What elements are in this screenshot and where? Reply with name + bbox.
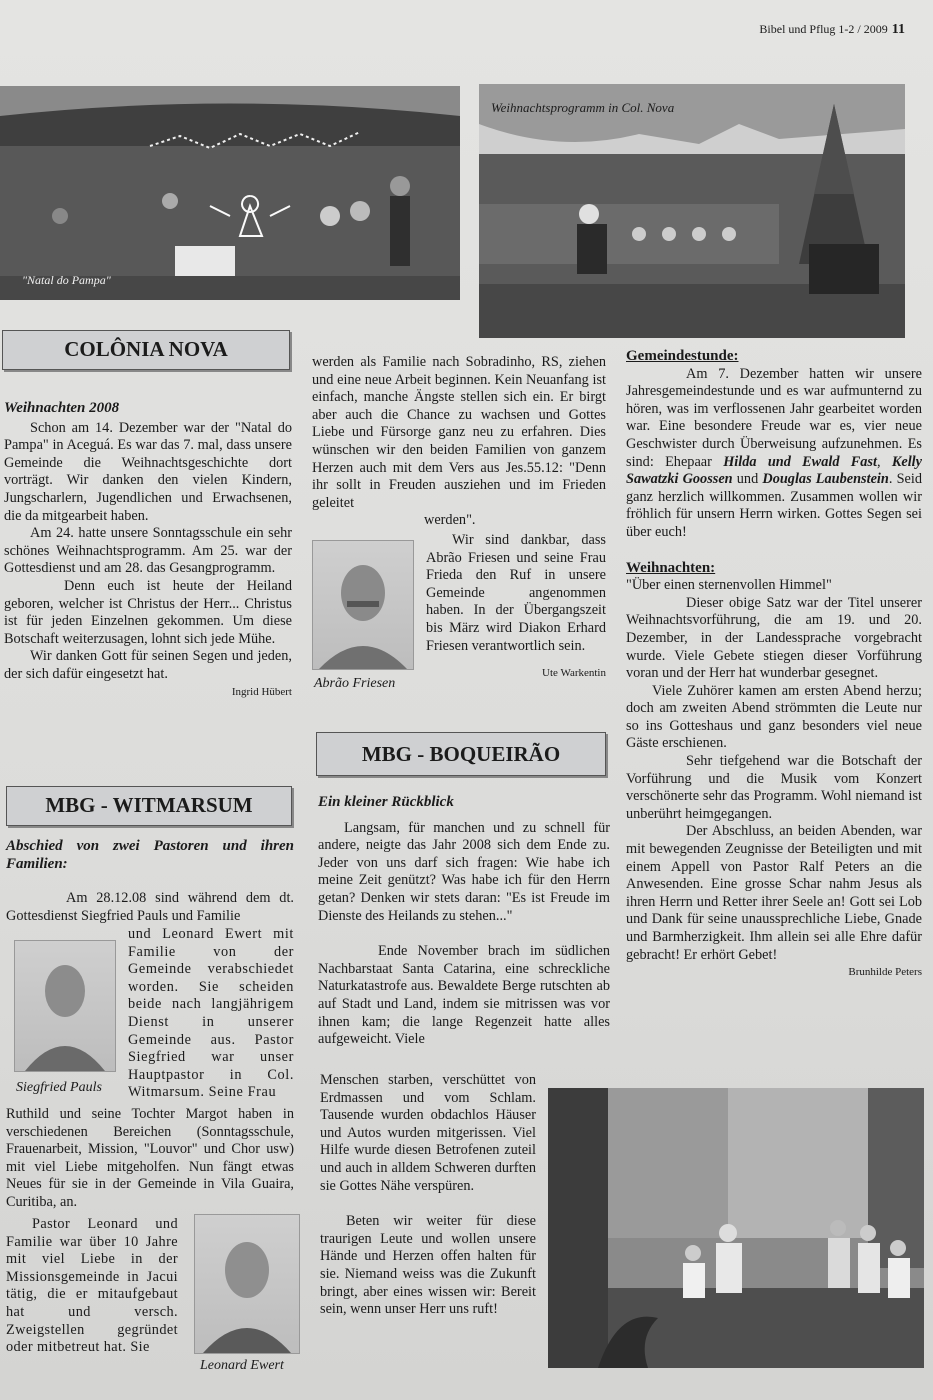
weihnachten-paragraph-3: Sehr tiefgehend war die Botschaft der Vorführung und die Musik vom Konzert verschönerte sehr das Programm. Wohl niemand ist unberührt heimgegangen. bbox=[626, 753, 922, 822]
boqueirao-paragraph-2b: Menschen starben, verschüttet von Erdmassen und vom Schlam. Tausende wurden obdachlos Häuser und Autos wurden mitgerissen. Viel Hilfe wurde diesen Betrofenen zuteil und auch in alldem Schweren durften sie Gottes Nähe verspüren. bbox=[320, 1072, 536, 1194]
names-separator-1: , bbox=[876, 453, 892, 470]
journal-title: Bibel und Pflug 1-2 / 2009 bbox=[759, 22, 888, 36]
weihnachten-paragraph-4: Der Abschluss, an beiden Abenden, war mit bewegenden Zeugnisse der Beteiligten und mit einem Appell von Pastor Ralf Peters an die Anwesenden. Eine grosse Schar nahm Jesus als ihren Herrn und Retter ihrer Seele an! Gott sei Lob und Dank für seine unaussprechliche Liebe, Gnade und Barmherzigkeit. Ihm allein sei alle Ehre dafür gebracht! Er erhört Gebet! bbox=[626, 823, 922, 963]
witmarsum-paragraph-1c: Ruthild und seine Tochter Margot haben in verschiedenen Bereichen (Sonntagsschule, Frauenarbeit, Mission, "Louvor" und Chor usw) mit viel Liebe mitgeholfen. Nun fängt etwas Neues für sie in der Gemeinde in Vila Guaira, Curitiba, an. bbox=[6, 1106, 294, 1210]
middle-continuation bbox=[312, 354, 606, 530]
page-number: 11 bbox=[891, 22, 905, 37]
weihnacht-caption: Weihnachtsprogramm in Col. Nova bbox=[491, 100, 675, 115]
weihnachten-paragraph-2: Viele Zuhörer kamen am ersten Abend herzu; doch am zweiten Abend strömmten die Leute nur so ins Gotteshaus und ganz besonders viel neue Gäste erschienen. bbox=[626, 682, 922, 752]
new-member-names-3: Douglas Laubenstein bbox=[762, 471, 889, 488]
weihnachten-paragraph-1: Dieser obige Satz war der Titel unserer Weihnachtsvorführung, die am 19. und 20. Dezember, in der Landessprache vorgebracht wurde. Viele Gebete stiegen dieser Vorführung voran und der Herr hat wunderbar gesegnet. bbox=[626, 594, 922, 682]
section-title-boqueirao: MBG - BOQUEIRÃO bbox=[316, 732, 606, 776]
middle-paragraph-cont-end: werden". bbox=[424, 512, 476, 529]
right-signature: Brunhilde Peters bbox=[848, 966, 922, 979]
boqueirao-paragraph-1: Langsam, für manchen und zu schnell für andere, neigte das Jahr 2008 sich dem Ende zu. Jeder von uns darf sich fragen: Wie habe ich meine Zeit genützt? Was habe ich für den Herrn getan? Denken wir stets daran: "Es ist Freude im Dienste des Heilands zu stehen..." bbox=[318, 819, 610, 924]
photo-weihnacht-scene bbox=[479, 84, 905, 338]
weihnachten-heading: Weihnachten: bbox=[626, 559, 716, 576]
gemeindestunde-end: . Seid ganz herzlich willkommen. Zusammen wollen wir fröhlich für unsern Herrn wirken. Gottes Segen sei über euch! bbox=[626, 471, 922, 540]
abrao-caption: Abrão Friesen bbox=[314, 676, 396, 691]
weihnachten-quote: "Über einen sternenvollen Himmel" bbox=[626, 577, 832, 594]
colonia-paragraph-2: Am 24. hatte unsere Sonntagsschule ein sehr schönes Weihnachtsprogramm. Am 25. war der Gottesdienst und am 28. das Gesangprogramm. bbox=[4, 525, 292, 577]
colonia-paragraph-1: Schon am 14. Dezember war der "Natal do Pampa" in Aceguá. Es war das 7. mal, dass unsere Gemeinde die Weihnachtsgeschichte dort vorträgt. Wir danken den vielen Kindern, Jungscharlern, Jugendlichen und Erwachsenen, die da mitgearbeit haben. bbox=[4, 419, 292, 524]
portrait-leonard-image bbox=[195, 1215, 299, 1353]
colonia-paragraph-4: Wir danken Gott für seinen Segen und jeden, der sich dafür eingesetzt hat. bbox=[4, 648, 292, 682]
portrait-leonard-ewert bbox=[194, 1214, 300, 1354]
photo-natal-scene bbox=[0, 86, 460, 300]
middle-abrao-text bbox=[426, 532, 606, 683]
column-right bbox=[626, 348, 922, 982]
middle-abrao-paragraph: Wir sind dankbar, dass Abrão Friesen und seine Frau Frieda den Ruf in unsere Gemeinde angenommen haben. In der Übergangszeit bis März wird Diakon Erhard Friesen verantwortlich sein. bbox=[426, 532, 606, 654]
boqueirao-subheading: Ein kleiner Rückblick bbox=[318, 794, 454, 810]
boqueirao-text bbox=[318, 794, 610, 1049]
witmarsum-paragraph-1b: und Leonard Ewert mit Familie von der Gemeinde verabschiedet worden. Sie scheiden beide nach langjährigem Dienst in unserer Gemeinde aus. Pastor Siegfried war unser Hauptpastor in Col. Witmarsum. Seine Frau bbox=[128, 926, 294, 1101]
witmarsum-subheading: Abschied von zwei Pastoren und ihren Familien: bbox=[6, 838, 294, 872]
witmarsum-wrap-text bbox=[128, 926, 294, 1102]
boqueirao-paragraph-3: Beten wir weiter für diese traurigen Leute und wollen unsere Hände und Herzen offen halten für sie. Niemand weiss was die Zukunft bringt, aber eines wissen wir: Bereit sein, wenn unser Herr uns ruft! bbox=[320, 1213, 536, 1318]
portrait-abrao-friesen bbox=[312, 540, 414, 670]
section-title-witmarsum: MBG - WITMARSUM bbox=[6, 786, 292, 826]
column-left-top bbox=[4, 400, 292, 701]
leonard-caption: Leonard Ewert bbox=[200, 1358, 284, 1373]
witmarsum-paragraph-2: Pastor Leonard und Familie war über 10 Jahre mit viel Liebe in der Missionsgemeinde in Jacui tätig, die er mitaufgebaut hat und versch. Zweigstellen gegründet oder mitbetreut hat. Sie bbox=[6, 1216, 178, 1356]
photo-weihnachtsprogramm bbox=[479, 84, 905, 338]
portrait-siegfried-pauls bbox=[14, 940, 116, 1072]
gemeindestunde-paragraph bbox=[626, 366, 922, 542]
gemeindestunde-text: Am 7. Dezember hatten wir unsere Jahresgemeindestunde und es war aufmunternd zu hören, was im verflossenen Jahr gearbeitet worden war. Eine besondere Freude war es, vier neue Geschwister durch Überweisung aufzunehmen. Es sind: Ehepaar bbox=[626, 365, 922, 470]
photo-natal-do-pampa bbox=[0, 86, 460, 300]
colonia-paragraph-3: Denn euch ist heute der Heiland geboren, welcher ist Christus der Herr... Christus ist für jeden Einzelnen gekommen. Um diese Botschaft weiterzusagen, lohnt sich jede Mühe. bbox=[4, 577, 292, 647]
boqueirao-wrap-text bbox=[320, 1072, 536, 1319]
new-member-names-2: Kelly Sawatzki Goossen bbox=[626, 453, 922, 488]
portrait-abrao-image bbox=[313, 541, 413, 669]
siegfried-caption: Siegfried Pauls bbox=[16, 1080, 102, 1095]
gemeindestunde-heading: Gemeindestunde: bbox=[626, 348, 739, 364]
witmarsum-intro bbox=[6, 890, 294, 925]
colonia-subheading: Weihnachten 2008 bbox=[4, 400, 120, 416]
witmarsum-paragraph-1a: Am 28.12.08 sind während dem dt. Gottesdienst Siegfried Pauls und Familie bbox=[6, 890, 294, 924]
witmarsum-subheading-block bbox=[6, 838, 294, 873]
portrait-siegfried-image bbox=[15, 941, 115, 1071]
photo-nativity-scene bbox=[548, 1088, 924, 1368]
witmarsum-leonard-text bbox=[6, 1216, 178, 1357]
middle-signature: Ute Warkentin bbox=[542, 667, 606, 680]
natal-caption: "Natal do Pampa" bbox=[22, 273, 111, 287]
photo-nativity-play bbox=[548, 1088, 924, 1368]
names-separator-2: und bbox=[732, 471, 763, 488]
page-header bbox=[759, 22, 905, 38]
colonia-signature: Ingrid Hübert bbox=[231, 685, 292, 698]
new-member-names-1: Hilda und Ewald Fast bbox=[723, 453, 877, 470]
boqueirao-paragraph-2: Ende November brach im südlichen Nachbarstaat Santa Catarina, eine schreckliche Naturkatastrofe aus. Bewaldete Berge rutschten ab auf Stadt und Land, indem sie mitrissen was vor ihnen kam; die lange Regenzeit hatte alles aufgeweicht. Viele bbox=[318, 943, 610, 1048]
section-title-colonia-nova: COLÔNIA NOVA bbox=[2, 330, 290, 370]
witmarsum-full-text bbox=[6, 1106, 294, 1212]
middle-paragraph-cont: werden als Familie nach Sobradinho, RS, ziehen und eine neue Arbeit beginnen. Kein Neuanfang ist einfach, manche Ängste stellen sich ein. Er birgt aber auch die Chance zu wachsen und Gottes Liebe und Fürsorge ganz neu zu erfahren. Dies wünschen wir den beiden Familien von ganzem Herzen auch mit dem Vers aus Jes.55.12: "Denn ihr sollt in Freuden ausziehen und im Frieden geleitet bbox=[312, 354, 606, 511]
